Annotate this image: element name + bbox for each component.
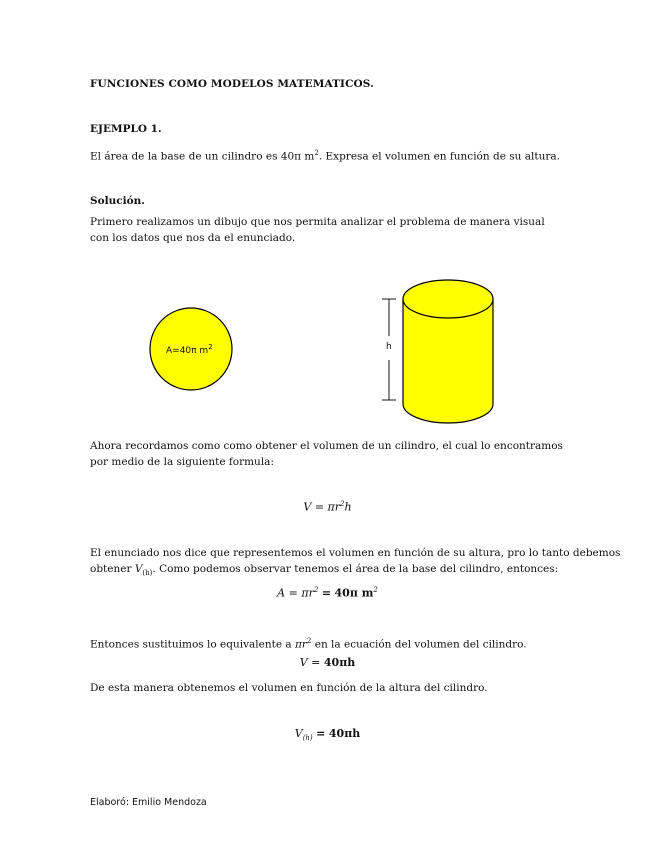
para4-post: en la ecuación del volumen del cilindro. (314, 638, 527, 651)
formula-volume-substituted (0, 656, 655, 669)
example-heading: EJEMPLO 1. (90, 123, 162, 135)
para4-pre: Entonces sustituimos lo equivalente a (90, 638, 292, 651)
paragraph-conclusion: De esta manera obtenemos el volumen en función de la altura del cilindro. (90, 682, 488, 694)
formula1-tail: h (344, 500, 352, 514)
problem-pre: El área de la base de un cilindro es 40π m (90, 150, 315, 163)
formula4-lhs: V (294, 727, 303, 740)
solution-heading: Solución. (90, 195, 145, 207)
footer-author: Elaboró: Emilio Mendoza (90, 797, 207, 808)
problem-post: . Expresa el volumen en función de su altura. (318, 150, 560, 163)
formula2-eq: = (321, 586, 332, 600)
cylinder (403, 280, 493, 423)
para4-sup: 2 (306, 637, 312, 645)
formula2-value-sup: 2 (373, 586, 378, 594)
document-title: FUNCIONES COMO MODELOS MATEMATICOS. (90, 78, 374, 90)
formula2-sup: 2 (313, 586, 319, 594)
formula3-rhs: 40πh (323, 656, 356, 669)
formula-final (0, 727, 655, 742)
paragraph-intro: Primero realizamos un dibujo que nos permita analizar el problema de manera visual con los datos que nos da el enunciado. (90, 216, 545, 244)
para4-expr: πr (295, 638, 307, 651)
formula2-rhs: πr (301, 586, 314, 600)
problem-sup: 2 (314, 149, 319, 157)
formula2-value: 40π m (334, 586, 374, 600)
formula1-rhs: πr (327, 500, 341, 514)
circle-label-text: A=40π m (166, 346, 209, 356)
formula4-rhs: 40πh (328, 727, 361, 740)
para3-pre: obtener (90, 563, 132, 575)
formula4-eq: = (316, 727, 326, 740)
para3-vh-sub: (h) (142, 569, 153, 578)
formula-volume (0, 500, 655, 514)
circle-area-label (166, 343, 213, 356)
formula-area (0, 586, 655, 600)
paragraph-formula-intro: Ahora recordamos como como obtener el volumen de un cilindro, el cual lo encontramos por medio de la siguiente formula: (90, 440, 563, 468)
paragraph-statement-line2 (90, 561, 558, 581)
circle-label-sup: 2 (208, 343, 213, 351)
paragraph-substitute (90, 633, 527, 653)
formula2-lhs: A = (277, 586, 298, 600)
formula1-sup: 2 (340, 500, 345, 508)
formula4-sub: (h) (302, 734, 313, 743)
height-label: h (386, 342, 392, 352)
formula3-lhs: V = (299, 656, 321, 669)
cylinder-top (403, 280, 493, 318)
para3-post: . Como podemos observar tenemos el área de la base del cilindro, entonces: (152, 563, 559, 575)
paragraph-statement-line1: El enunciado nos dice que representemos el volumen en función de su altura, pro lo tanto debemos (90, 547, 621, 559)
para3-vh: V (134, 563, 143, 575)
formula1-lhs: V = (303, 500, 325, 514)
